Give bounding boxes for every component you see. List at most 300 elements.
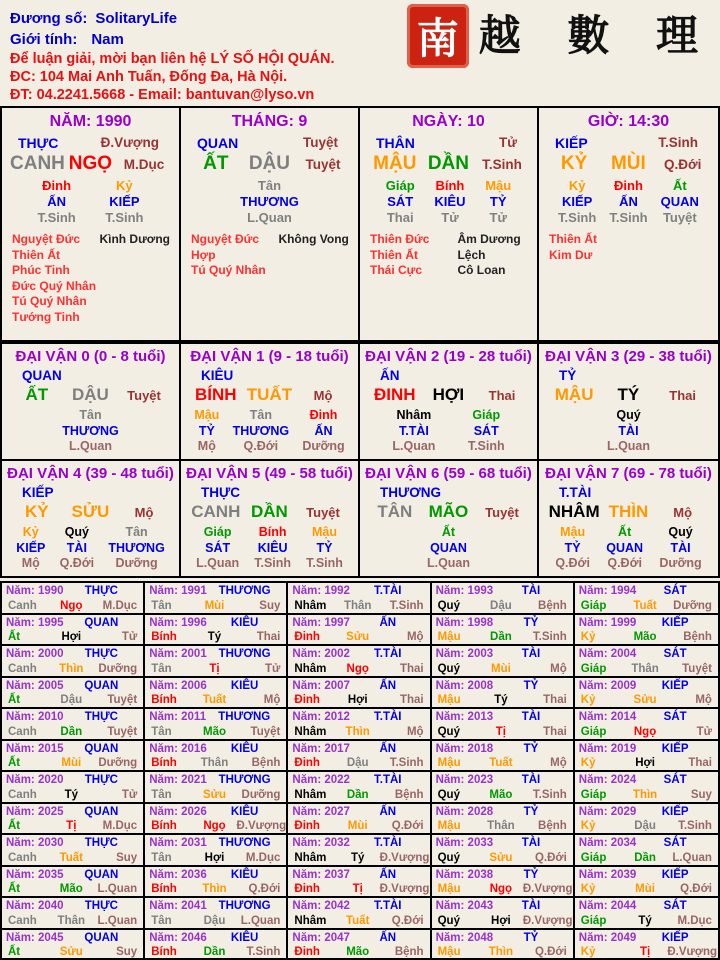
- hidden-stem-column: [485, 178, 511, 226]
- year-cell-2028: [432, 804, 575, 836]
- year-stem: Mậu: [437, 820, 461, 832]
- year-header-line: [288, 805, 429, 820]
- year-ten-god: QUAN: [84, 742, 119, 755]
- hidden-stems-area: [2, 405, 179, 455]
- year-branch: Hợi: [204, 851, 225, 864]
- year-stem: Quý: [437, 851, 460, 864]
- year-branch: Tý: [494, 694, 508, 706]
- year-stage: T.Sinh: [389, 599, 424, 612]
- year-header-line: [145, 868, 286, 883]
- year-ten-god: THỰC: [84, 648, 118, 660]
- year-ten-god: T.TÀI: [374, 774, 402, 786]
- ten-god-label: SÁT: [205, 540, 231, 555]
- year-stem: Mậu: [437, 694, 461, 706]
- year-label: Năm: 2035: [6, 868, 64, 881]
- stage-label: T.Sinh: [467, 439, 505, 453]
- year-stem: Bính: [151, 883, 177, 895]
- stage-label: Dưỡng: [302, 439, 345, 453]
- year-stem: Đinh: [294, 757, 320, 769]
- header: [0, 0, 720, 106]
- dai-van-title: ĐẠI VẬN 3 (29 - 38 tuổi): [545, 348, 712, 365]
- hidden-stem: Mậu: [312, 525, 338, 539]
- year-cell-2018: [432, 741, 575, 773]
- year-branch: Tị: [66, 820, 77, 832]
- dai-van-branch: MÃO: [428, 502, 469, 521]
- year-stem: Canh: [8, 851, 37, 864]
- year-label: Năm: 2004: [578, 648, 637, 660]
- year-cell-2015: [2, 741, 145, 773]
- hidden-stem: Ất: [672, 178, 687, 193]
- ten-god-label: ẤN: [314, 423, 333, 438]
- year-label: Năm: 2039: [578, 868, 637, 881]
- stage-label: Q.Đới: [59, 556, 95, 570]
- dai-van-stem: CANH: [191, 502, 241, 521]
- year-ten-god: THƯƠNG: [218, 774, 271, 786]
- hidden-stem: Quý: [668, 525, 693, 539]
- pillar-cell-ngay: [360, 108, 539, 340]
- year-stem: Mậu: [437, 946, 461, 958]
- year-detail-line: [575, 693, 718, 707]
- year-detail-line: [288, 599, 429, 613]
- year-stage: Đ.Vượng: [667, 946, 718, 958]
- hidden-stem-column: [661, 178, 699, 226]
- pillar-stem: MẬU: [373, 153, 417, 174]
- ten-god-label: TỶ: [198, 423, 215, 438]
- year-label: Năm: 2012: [292, 711, 350, 723]
- year-ten-god: THƯƠNG: [218, 585, 271, 597]
- year-cell-2001: [145, 646, 288, 678]
- year-stage: Đ.Vượng: [236, 820, 287, 832]
- year-ten-god: KIÊU: [230, 679, 259, 692]
- year-label: Năm: 1999: [578, 616, 637, 629]
- year-branch: Hợi: [635, 757, 655, 769]
- stage-label: Tử: [441, 210, 459, 225]
- year-stem: Ất: [8, 631, 21, 643]
- hidden-stem: Đinh: [614, 178, 643, 193]
- hidden-stem-column: [302, 408, 344, 455]
- hidden-stem: Mậu: [485, 178, 512, 193]
- stage-label: Q.Đới: [555, 556, 590, 570]
- year-ten-god: SÁT: [663, 900, 687, 912]
- dai-van-stem-branch-row: [2, 383, 179, 405]
- ten-god-label: TỶ: [489, 194, 507, 209]
- year-label: Năm: 2045: [6, 931, 64, 944]
- dai-van-stem-branch-row: [181, 383, 358, 405]
- year-cell-2030: [2, 835, 145, 867]
- star-item: Tú Quý Nhân: [12, 294, 87, 308]
- auspicious-stars-list: [12, 232, 99, 325]
- stage-label: Tuyệt: [662, 210, 697, 225]
- pillar-stem: KỶ: [560, 153, 588, 174]
- year-stage: Thai: [688, 757, 712, 769]
- year-detail-line: [432, 630, 573, 644]
- year-label: Năm: 2006: [149, 679, 207, 692]
- year-cell-1993: [432, 583, 575, 615]
- year-cell-2031: [145, 835, 288, 867]
- stars-area: [2, 226, 179, 325]
- year-ten-god: T.TÀI: [374, 585, 402, 597]
- year-detail-line: [575, 882, 718, 896]
- year-label: Năm: 2029: [578, 805, 637, 818]
- year-header-line: [432, 679, 573, 694]
- gender-label: Giới tính:: [10, 31, 78, 48]
- year-label: Năm: 2020: [6, 774, 64, 786]
- year-label: Năm: 2042: [292, 900, 350, 912]
- year-ten-god: TỶ: [523, 616, 539, 629]
- year-stem: Bính: [151, 631, 177, 643]
- year-label: Năm: 1997: [292, 616, 350, 629]
- year-stem: Canh: [8, 599, 37, 612]
- hidden-stem: Tân: [125, 525, 148, 539]
- year-detail-line: [145, 819, 286, 833]
- year-branch: Dậu: [203, 914, 226, 927]
- year-detail-line: [432, 851, 573, 865]
- year-header-line: [432, 805, 573, 820]
- hidden-stem-column: [609, 178, 647, 226]
- neutral-stars-list: [278, 232, 356, 279]
- year-branch: Dần: [203, 946, 226, 958]
- year-label: Năm: 2033: [435, 837, 494, 849]
- year-stem: Mậu: [437, 757, 461, 769]
- year-header-line: [575, 679, 718, 694]
- year-ten-god: THƯƠNG: [218, 648, 271, 660]
- hidden-stem: Ất: [618, 525, 632, 539]
- stage-label: Tử: [489, 210, 507, 225]
- year-branch: Mùi: [204, 599, 225, 612]
- stage-label: L.Quan: [68, 439, 113, 453]
- year-detail-line: [2, 599, 143, 613]
- hidden-stem-column: [606, 525, 643, 572]
- hidden-stems-area: [539, 175, 718, 226]
- year-header-line: [288, 584, 429, 599]
- dai-van-stem-branch-row: [539, 383, 718, 405]
- year-branch: Ngọ: [60, 599, 83, 612]
- year-cell-1995: [2, 615, 145, 647]
- year-cell-2047: [288, 930, 431, 960]
- dai-van-branch: TUẤT: [246, 385, 293, 404]
- year-header-line: [2, 931, 143, 946]
- auspicious-stars-list: [370, 232, 457, 279]
- hidden-stem: Quý: [64, 525, 90, 539]
- stage-label: Mộ: [197, 439, 216, 453]
- pillar-stage-2: Tuyệt: [305, 157, 341, 172]
- pillar-stage-1: Tử: [498, 135, 517, 150]
- hidden-stem-column: [555, 525, 590, 572]
- year-header-line: [432, 899, 573, 914]
- year-detail-line: [432, 599, 573, 613]
- year-stage: Tử: [696, 725, 712, 738]
- year-stem: Bính: [151, 757, 177, 769]
- year-label: Năm: 2001: [149, 648, 207, 660]
- year-detail-line: [288, 725, 429, 739]
- stage-label: T.Sinh: [37, 210, 76, 225]
- year-label: Năm: 2019: [578, 742, 637, 755]
- year-stage: Tuyệt: [107, 725, 138, 738]
- year-ten-god: TÀI: [521, 837, 541, 849]
- hidden-stem: Bính: [435, 178, 465, 193]
- year-cell-1998: [432, 615, 575, 647]
- hidden-stems-area: [181, 405, 358, 455]
- year-stem: Tân: [151, 851, 172, 864]
- dai-van-cell-2: [360, 344, 539, 461]
- year-cell-2043: [432, 898, 575, 930]
- year-label: Năm: 2048: [435, 931, 494, 944]
- year-stem: Kỷ: [580, 757, 596, 769]
- pillar-cell-gio: [539, 108, 718, 340]
- dai-van-god: TỶ: [559, 368, 577, 383]
- dai-van-title: ĐẠI VẬN 6 (59 - 68 tuổi): [365, 465, 532, 482]
- year-header-line: [432, 647, 573, 662]
- year-branch: Thìn: [202, 883, 227, 895]
- year-stage: Mộ: [695, 694, 712, 706]
- year-ten-god: KIÊU: [230, 742, 259, 755]
- year-detail-line: [2, 725, 143, 739]
- year-ten-god: KIẾP: [661, 931, 689, 944]
- year-ten-god: T.TÀI: [374, 900, 402, 912]
- ten-god-label: TỶ: [564, 540, 581, 555]
- year-cell-2011: [145, 709, 288, 741]
- year-cell-2038: [432, 867, 575, 899]
- hidden-stem-column: [62, 408, 118, 455]
- year-branch: Thân: [631, 662, 659, 675]
- year-stage: Bệnh: [683, 631, 712, 643]
- year-header-line: [2, 584, 143, 599]
- year-ten-god: QUAN: [84, 868, 119, 881]
- hidden-stem: Đinh: [309, 408, 338, 422]
- ten-god-label: TỶ: [316, 540, 333, 555]
- year-detail-line: [145, 630, 286, 644]
- contact-line-1: Để luận giải, mời bạn liên hệ LÝ SỐ HỘI QUÁN.: [10, 51, 335, 67]
- year-branch: Mão: [346, 946, 370, 958]
- year-stage: Suy: [116, 851, 138, 864]
- hidden-stem: Tân: [249, 408, 272, 422]
- year-label: Năm: 2007: [292, 679, 350, 692]
- year-header-line: [2, 868, 143, 883]
- year-branch: Ngọ: [633, 725, 657, 738]
- year-stem: Canh: [8, 914, 37, 927]
- year-detail-line: [432, 788, 573, 802]
- year-label: Năm: 2015: [6, 742, 64, 755]
- year-ten-god: QUAN: [84, 805, 119, 818]
- year-detail-line: [2, 630, 143, 644]
- year-branch: Thân: [57, 914, 86, 927]
- year-stage: Dưỡng: [241, 788, 281, 801]
- year-stage: Bệnh: [251, 757, 281, 769]
- year-ten-god: KIÊU: [230, 931, 259, 944]
- stage-label: T.Sinh: [254, 556, 292, 570]
- ten-god-label: KIẾP: [16, 540, 46, 555]
- year-ten-god: T.TÀI: [374, 711, 402, 723]
- year-detail-line: [145, 693, 286, 707]
- year-cell-2004: [575, 646, 718, 678]
- star-item: Thiên Ất: [549, 232, 597, 246]
- year-label: Năm: 2008: [435, 679, 494, 692]
- year-ten-god: ẤN: [379, 868, 397, 881]
- year-stem: Đinh: [294, 631, 320, 643]
- hidden-stem-column: [240, 178, 299, 226]
- hidden-stems-area: [2, 175, 179, 226]
- dai-van-title: ĐẠI VẬN 1 (9 - 18 tuổi): [190, 348, 349, 365]
- hidden-stem: Giáp: [472, 408, 501, 422]
- year-detail-line: [432, 945, 573, 959]
- hidden-stem-column: [558, 178, 596, 226]
- year-label: Năm: 2028: [435, 805, 494, 818]
- dai-van-cell-6: [360, 461, 539, 576]
- star-item: Tú Quý Nhân: [191, 263, 266, 277]
- pillar-cell-thang: [181, 108, 360, 340]
- year-detail-line: [575, 630, 718, 644]
- year-header-line: [145, 773, 286, 788]
- year-label: Năm: 2022: [292, 774, 350, 786]
- hidden-stem: Tân: [79, 408, 102, 422]
- year-stem: Kỷ: [580, 883, 596, 895]
- dai-van-grid: [0, 342, 720, 578]
- year-ten-god: QUAN: [84, 616, 119, 629]
- year-stem: Nhâm: [294, 725, 327, 738]
- dai-van-stage: Mộ: [313, 388, 333, 403]
- year-header-line: [288, 899, 429, 914]
- year-detail-line: [432, 725, 573, 739]
- year-label: Năm: 1994: [578, 585, 637, 597]
- year-stage: Dưỡng: [98, 662, 138, 675]
- year-header-line: [575, 805, 718, 820]
- hidden-stem-column: [16, 525, 45, 572]
- subject-name-value: SolitaryLife: [95, 10, 178, 27]
- year-ten-god: TỶ: [523, 931, 539, 944]
- year-branch: Tị: [209, 662, 220, 675]
- pillar-stem-branch-row: [181, 151, 358, 175]
- year-label: Năm: 1993: [435, 585, 494, 597]
- year-header-line: [145, 899, 286, 914]
- year-header-line: [432, 868, 573, 883]
- year-branch: Thân: [487, 820, 515, 832]
- year-stem: Giáp: [580, 662, 607, 675]
- logo-calligraphy-text: 越 數 理: [478, 11, 714, 60]
- ten-god-label: QUAN: [660, 194, 699, 209]
- year-branch: Mùi: [347, 820, 368, 832]
- year-detail-line: [288, 945, 429, 959]
- dai-van-branch: HỢI: [432, 385, 465, 404]
- year-ten-god: KIẾP: [661, 742, 689, 755]
- ten-god-label: TÀI: [670, 540, 691, 555]
- year-header-line: [432, 616, 573, 631]
- year-label: Năm: 2014: [578, 711, 637, 723]
- hidden-stem-column: [386, 178, 415, 226]
- dai-van-god: ẤN: [380, 368, 400, 383]
- year-ten-god: ẤN: [379, 931, 397, 944]
- year-detail-line: [145, 851, 286, 865]
- year-stem: Ất: [8, 757, 21, 769]
- year-label: Năm: 2013: [435, 711, 494, 723]
- year-ten-god: T.TÀI: [374, 648, 402, 660]
- hidden-stem: Mậu: [560, 525, 586, 539]
- year-stem: Bính: [151, 694, 177, 706]
- year-ten-god: SÁT: [663, 648, 687, 660]
- year-label: Năm: 2038: [435, 868, 494, 881]
- dai-van-title: ĐẠI VẬN 5 (49 - 58 tuổi): [186, 465, 353, 482]
- year-cell-2033: [432, 835, 575, 867]
- pillar-title: NGÀY: 10: [412, 113, 485, 130]
- year-stage: T.Sinh: [246, 946, 281, 958]
- year-stage: Tử: [121, 631, 138, 643]
- star-item: Thiên Ất: [12, 247, 60, 262]
- dai-van-branch: DẦN: [250, 502, 288, 521]
- year-detail-line: [2, 662, 143, 676]
- stage-label: L.Quan: [606, 439, 651, 453]
- year-branch: Tị: [495, 725, 507, 738]
- year-cell-2044: [575, 898, 718, 930]
- star-item: Kình Dương: [99, 232, 170, 246]
- year-header-line: [288, 679, 429, 694]
- stage-label: L.Quan: [392, 439, 436, 453]
- year-stem: Tân: [151, 914, 172, 927]
- pillar-stem: CANH: [10, 153, 65, 174]
- year-stage: Q.Đới: [534, 851, 567, 864]
- year-cell-2049: [575, 930, 718, 960]
- year-label: Năm: 2011: [149, 711, 207, 723]
- year-stage: Mộ: [263, 694, 281, 706]
- year-label: Năm: 2049: [578, 931, 637, 944]
- subject-name-label: Đương số:: [10, 10, 88, 27]
- hidden-stem: Quý: [616, 408, 641, 422]
- year-ten-god: KIÊU: [230, 868, 259, 881]
- year-stage: Q.Đới: [534, 946, 567, 958]
- year-branch: Tị: [639, 946, 651, 958]
- year-label: Năm: 2002: [292, 648, 350, 660]
- ten-god-label: THƯƠNG: [62, 423, 119, 438]
- pillar-stage-2: T.Sinh: [482, 157, 522, 172]
- year-cell-2021: [145, 772, 288, 804]
- year-cell-2035: [2, 867, 145, 899]
- dai-van-stem: KỶ: [24, 502, 49, 521]
- year-stage: Dưỡng: [673, 599, 712, 612]
- pillar-stage-2: M.Dục: [123, 157, 165, 172]
- year-label: Năm: 1990: [6, 585, 64, 597]
- year-detail-line: [288, 630, 429, 644]
- neutral-stars-list: [99, 232, 177, 325]
- year-stage: Q.Đới: [391, 914, 424, 927]
- year-ten-god: THƯƠNG: [218, 711, 271, 723]
- year-label: Năm: 2036: [149, 868, 207, 881]
- contact-line-2: ĐC: 104 Mai Anh Tuấn, Đống Đa, Hà Nội.: [10, 69, 288, 85]
- year-detail-line: [575, 851, 718, 865]
- year-detail-line: [432, 819, 573, 833]
- year-detail-line: [288, 914, 429, 928]
- ten-god-label: KIẾP: [109, 194, 140, 209]
- year-cell-2034: [575, 835, 718, 867]
- star-item: Đức Quý Nhân: [12, 278, 97, 293]
- year-stem: Canh: [8, 662, 37, 675]
- year-stage: Q.Đới: [248, 883, 281, 895]
- year-label: Năm: 2047: [292, 931, 350, 944]
- year-label: Năm: 2031: [149, 837, 207, 849]
- year-detail-line: [2, 788, 143, 802]
- year-branch: Sửu: [346, 631, 370, 643]
- year-label: Năm: 2041: [149, 900, 207, 912]
- hidden-stems-area: [360, 522, 537, 572]
- stage-label: L.Quan: [426, 556, 471, 570]
- year-stem: Bính: [151, 946, 177, 958]
- hidden-stem-column: [196, 525, 239, 572]
- year-branch: Mùi: [490, 662, 511, 675]
- year-stage: L.Quan: [672, 851, 712, 864]
- dai-van-cell-7: [539, 461, 718, 576]
- contact-line-3: ĐT: 04.2241.5668 - Email: bantuvan@lyso.vn: [10, 87, 315, 103]
- year-stage: Suy: [690, 788, 712, 801]
- year-header-line: [288, 931, 429, 946]
- star-item: Cô Loan: [457, 263, 506, 277]
- year-branch: Sửu: [59, 946, 83, 958]
